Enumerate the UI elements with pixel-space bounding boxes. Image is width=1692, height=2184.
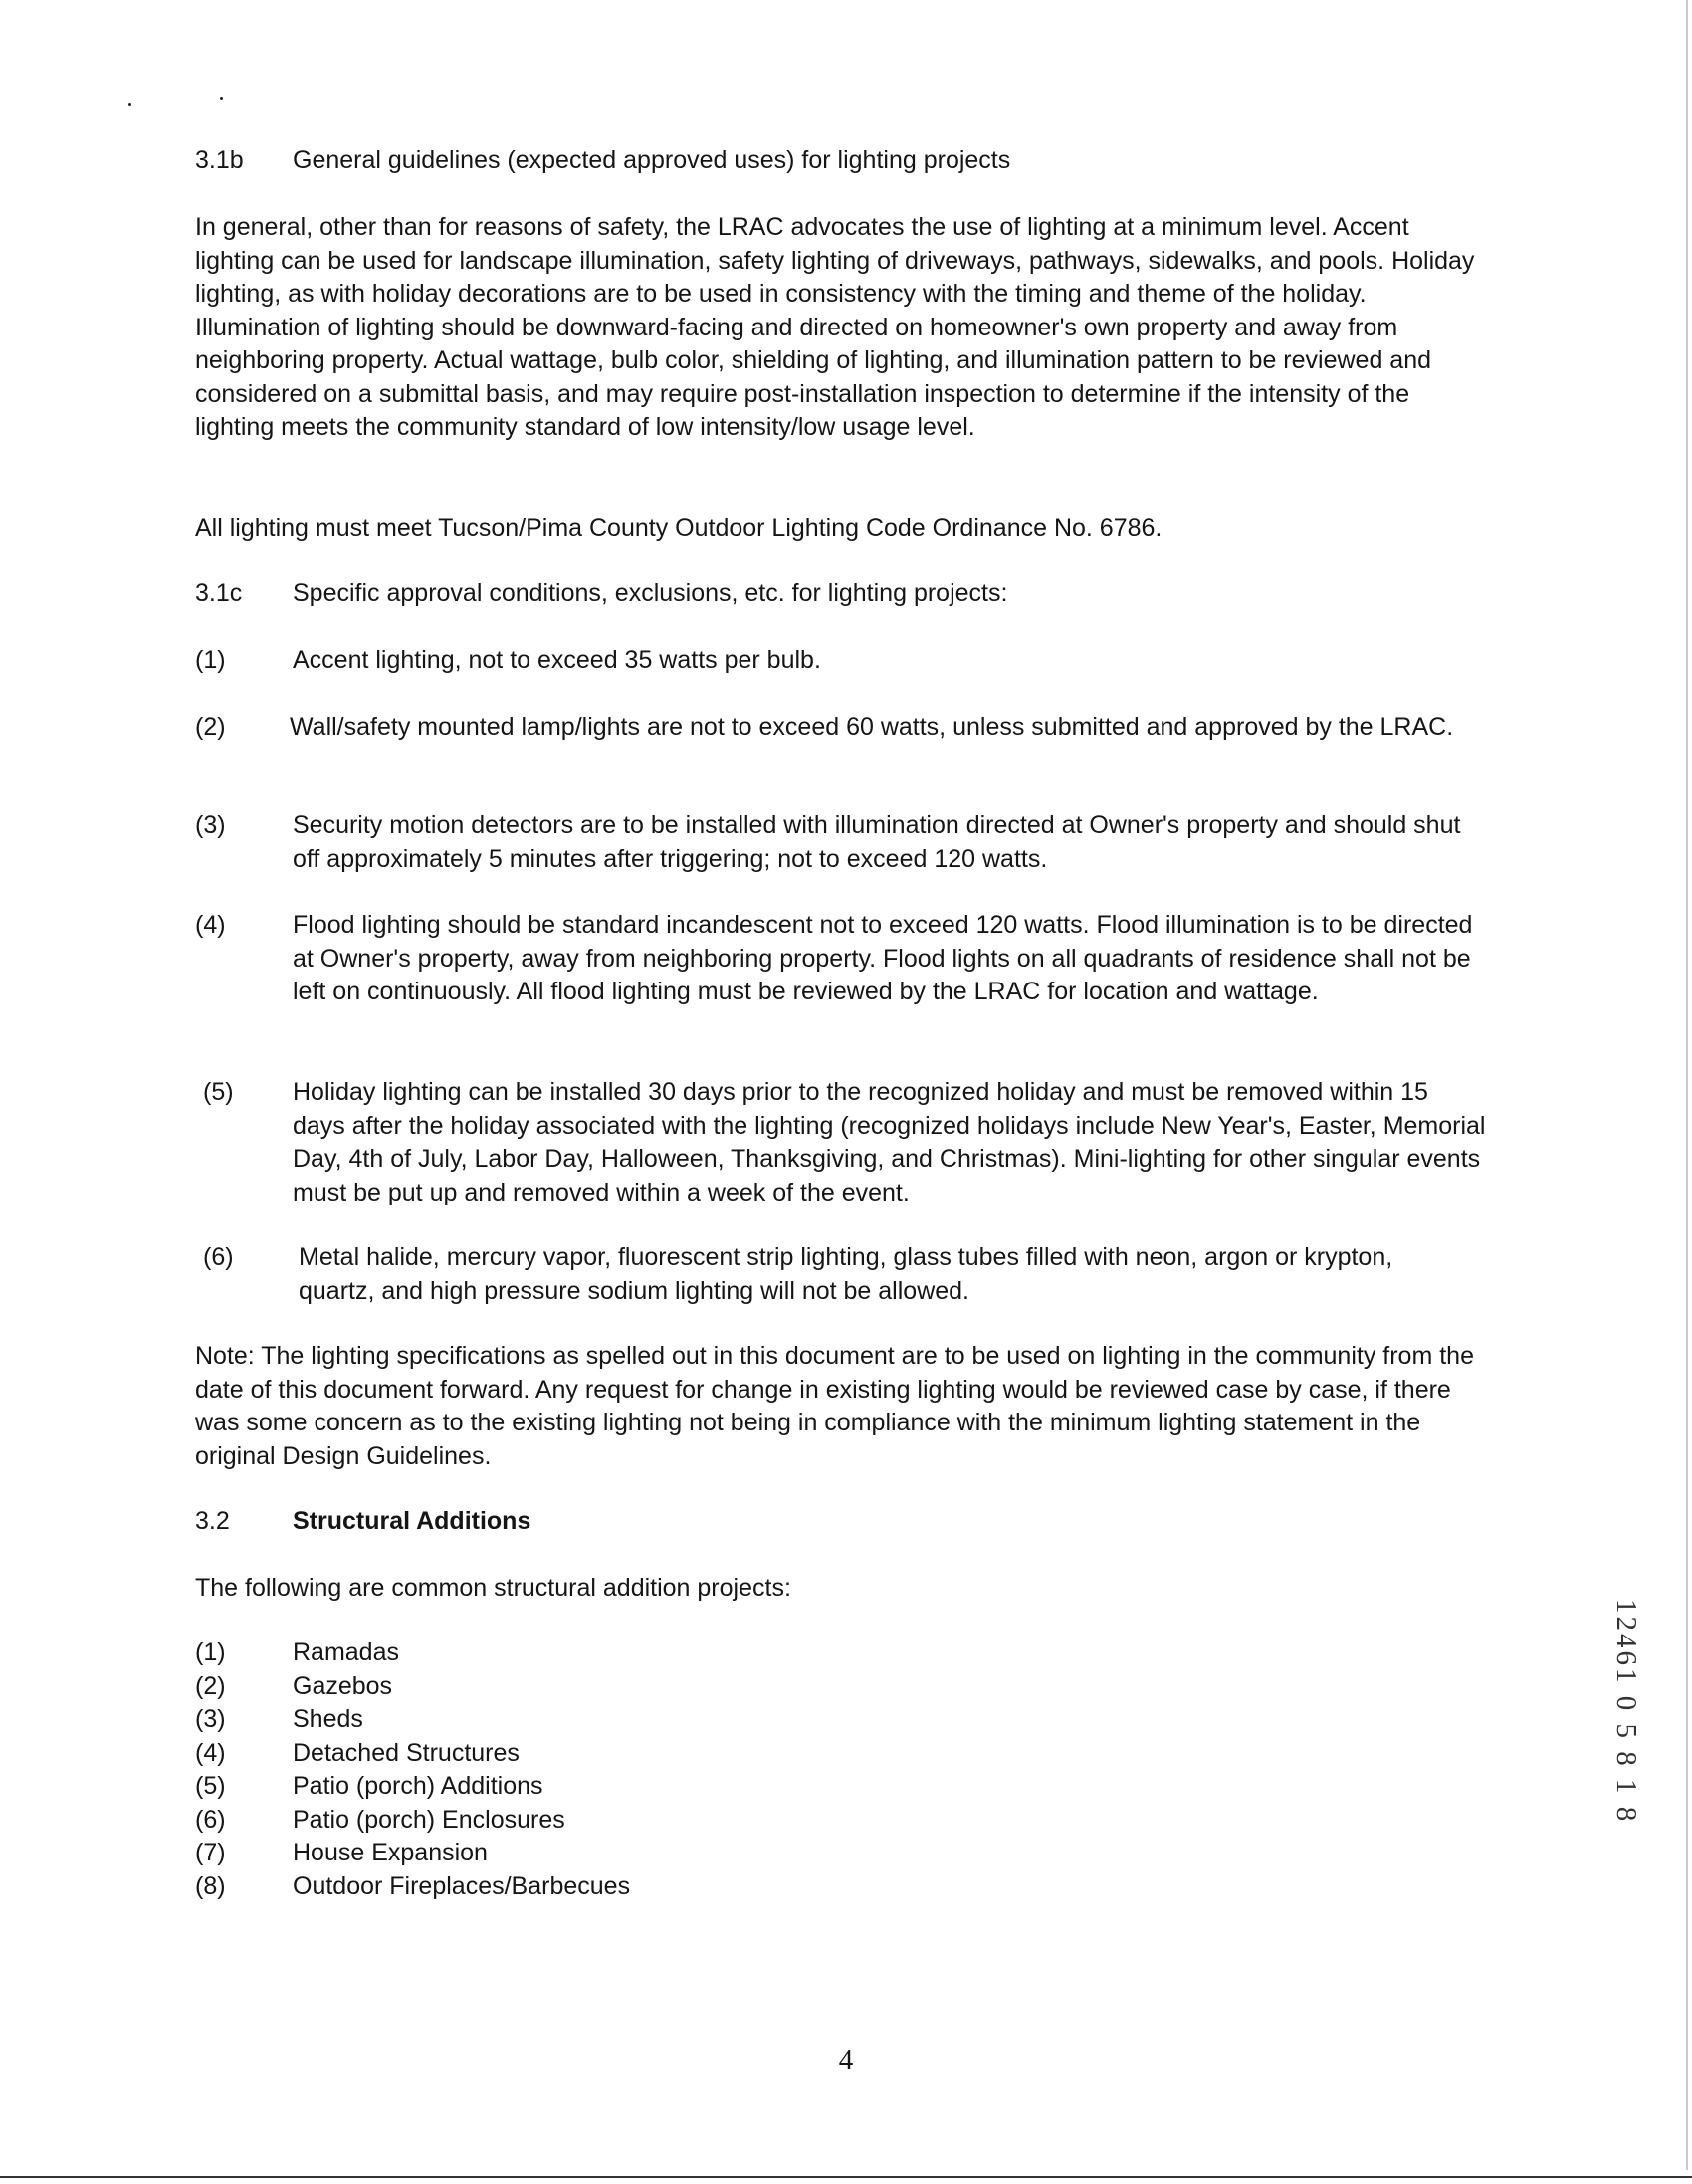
item-text: House Expansion	[293, 1839, 488, 1866]
item-number: (5)	[203, 1078, 234, 1106]
section-number: 3.2	[195, 1507, 230, 1535]
item-text: Detached Structures	[293, 1738, 520, 1767]
item-number: (3)	[195, 1705, 226, 1733]
list-item	[195, 1670, 991, 1704]
item-text: Security motion detectors are to be installed with illumination directed at Owner's property and should shut off approximately 5 minutes after triggering; not to exceed 120 watts.	[293, 811, 1461, 873]
scan-speck	[220, 97, 223, 100]
margin-document-code	[1612, 1599, 1652, 1877]
item-number: (7)	[195, 1839, 226, 1866]
lighting-note: Note: The lighting specifications as spelled out in this document are to be used on lighting in the community from the date of this document forward. Any request for change in existing lighting would be reviewed case by case, if there was some concern as to the existing lighting not being in compliance with the minimum lighting statement in the original Design Guidelines.	[195, 1342, 1474, 1470]
structural-additions-list	[195, 1637, 991, 1903]
list-item	[195, 1737, 991, 1771]
list-item	[195, 1703, 991, 1737]
scan-speck	[128, 103, 131, 106]
section-title: Structural Additions	[293, 1507, 531, 1535]
item-text: Outdoor Fireplaces/Barbecues	[293, 1871, 631, 1900]
item-text: Holiday lighting can be installed 30 days prior to the recognized holiday and must be removed within 15 days after the holiday associated with the lighting (recognized holidays include New Year's, Easter, Memorial Day, 4th of July, Labor Day, Halloween, Thanksgiving, and Christmas). Mini-lighting for other singular events must be put up and removed within a week of the event.	[293, 1078, 1486, 1206]
page-bottom-line	[0, 2176, 1692, 2178]
item-text: Wall/safety mounted lamp/lights are not to exceed 60 watts, unless submitted and approved by the LRAC.	[290, 713, 1454, 741]
margin-code-text: 12461 0 5 8 1 8	[1610, 1599, 1642, 1825]
general-guidelines-paragraph: In general, other than for reasons of safety, the LRAC advocates the use of lighting at a minimum level. Accent lighting can be used for landscape illumination, safety lighting of driveways, pathways, sidewalks, and pools. Holiday lighting, as with holiday decorations are to be used in consistency with the timing and theme of the holiday. Illumination of lighting should be downward-facing and directed on homeowner's own property and away from neighboring property. Actual wattage, bulb color, shielding of lighting, and illumination pattern to be reviewed and considered on a submittal basis, and may require post-installation inspection to determine if the intensity of the lighting meets the community standard of low intensity/low usage level.	[195, 213, 1475, 441]
section-title: Specific approval conditions, exclusions, etc. for lighting projects:	[293, 579, 1008, 607]
item-text: Patio (porch) Additions	[293, 1772, 543, 1800]
list-item	[195, 1837, 991, 1870]
item-number: (2)	[195, 1671, 226, 1700]
item-text: Accent lighting, not to exceed 35 watts per bulb.	[293, 646, 821, 674]
item-number: (5)	[195, 1772, 226, 1800]
item-text: Patio (porch) Enclosures	[293, 1805, 565, 1834]
page-number: 4	[838, 2044, 854, 2075]
item-number: (1)	[195, 1638, 226, 1666]
list-item	[195, 1637, 991, 1670]
list-item	[195, 1770, 991, 1804]
item-number: (4)	[195, 1738, 226, 1767]
item-number: (4)	[195, 911, 226, 939]
item-text: Ramadas	[293, 1638, 399, 1666]
item-number: (6)	[195, 1805, 226, 1834]
item-text: Sheds	[293, 1705, 363, 1733]
ordinance-statement: All lighting must meet Tucson/Pima County Outdoor Lighting Code Ordinance No. 6786.	[195, 514, 1163, 542]
item-number: (2)	[195, 713, 226, 741]
item-number: (6)	[203, 1243, 234, 1271]
item-number: (8)	[195, 1871, 226, 1900]
page-edge-line	[1686, 0, 1688, 2170]
item-text: Flood lighting should be standard incandescent not to exceed 120 watts. Flood illumination is to be directed at Owner's property, away from neighboring property. Flood lights on all quadrants of residence shall not be left on continuously. All flood lighting must be reviewed by the LRAC for location and wattage.	[293, 911, 1473, 1005]
section-number: 3.1b	[195, 146, 244, 174]
list-item	[195, 1870, 991, 1904]
section-number: 3.1c	[195, 579, 243, 607]
structural-intro: The following are common structural addition projects:	[195, 1574, 791, 1602]
item-number: (1)	[195, 646, 226, 674]
section-title: General guidelines (expected approved uses) for lighting projects	[293, 146, 1011, 174]
list-item	[195, 1804, 991, 1838]
item-number: (3)	[195, 811, 226, 839]
item-text: Gazebos	[293, 1671, 393, 1700]
item-text: Metal halide, mercury vapor, fluorescent strip lighting, glass tubes filled with neon, argon or krypton, quartz, and high pressure sodium lighting will not be allowed.	[299, 1243, 1393, 1305]
